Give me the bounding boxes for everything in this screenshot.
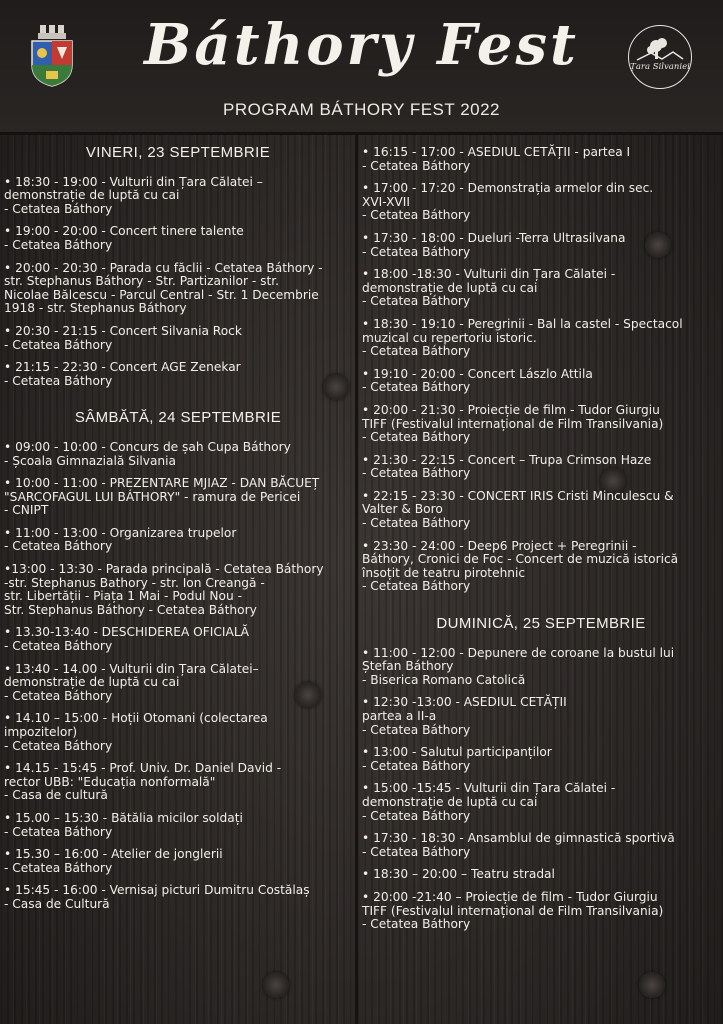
event-item: • 22:15 - 23:30 - CONCERT IRIS Cristi Minculescu & Valter & Boro - Cetatea Báthory (362, 488, 674, 531)
friday-events (4, 176, 352, 389)
header (0, 0, 723, 132)
logo-text: Țara Silvaniei (630, 62, 690, 72)
event-item: • 11:00 - 13:00 - Organizarea trupelor - Cetatea Báthory (4, 525, 237, 554)
event-item: • 09:00 - 10:00 - Concurs de șah Cupa Báthory - Școala Gimnazială Silvania (4, 439, 291, 468)
event-item: • 17:30 - 18:00 - Dueluri -Terra Ultrasilvana - Cetatea Báthory (362, 230, 626, 259)
door-stud-decoration (263, 972, 289, 998)
event-item: • 18:30 - 19:00 - Vulturii din Țara Călatei – demonstrație de luptă cu cai - Cetatea Báthory (4, 174, 263, 216)
event-item: • 20:00 - 21:30 - Proiecție de film - Tudor Giurgiu TIFF (Festivalul internațional de Film Transilvania) - Cetatea Báthory (362, 402, 664, 445)
event-item: • 17:30 - 18:30 - Ansamblul de gimnastică sportivă - Cetatea Báthory (362, 831, 675, 859)
event-item: • 20:00 -21:40 – Proiecție de film - Tudor Giurgiu TIFF (Festivalul internațional de Film Transilvania) - Cetatea Báthory (362, 889, 664, 932)
event-item: • 12:30 -13:00 - ASEDIUL CETĂȚII partea a II-a - Cetatea Báthory (362, 695, 567, 737)
event-item: • 15:45 - 16:00 - Vernisaj picturi Dumitru Costălaș - Casa de Cultură (4, 883, 310, 911)
event-item: • 17:00 - 17:20 - Demonstrația armelor din sec. XVI-XVII - Cetatea Báthory (362, 181, 654, 223)
event-item: • 19:10 - 20:00 - Concert Lászlo Attila - Cetatea Báthory (362, 366, 593, 395)
column-divider (355, 135, 358, 1024)
coat-of-arms-icon (30, 25, 74, 87)
sunday-events (362, 647, 720, 932)
tara-silvaniei-logo (628, 25, 692, 89)
event-item: • 19:00 - 20:00 - Concert tinere talente - Cetatea Báthory (4, 224, 244, 252)
event-item: • 15.30 – 16:00 - Atelier de jonglerii - Cetatea Báthory (4, 847, 223, 875)
tree-emblem-icon (629, 26, 691, 88)
event-item: • 21:30 - 22:15 - Concert – Trupa Crimson Haze - Cetatea Báthory (362, 452, 652, 481)
event-item: • 10:00 - 11:00 - PREZENTARE MJIAZ - DAN BĂCUEȚ "SARCOFAGUL LUI BÁTHORY" - ramura de Pericei - CNIPT (4, 476, 320, 518)
event-item: • 23:30 - 24:00 - Deep6 Project + Peregrinii - Báthory, Cronici de Foc - Concert de muzică istorică însoțit de teatru pirotehnic - Cetatea Báthory (362, 538, 679, 594)
event-item: • 14.15 - 15:45 - Prof. Univ. Dr. Daniel David - rector UBB: "Educația nonformală" - Casa de cultură (4, 761, 282, 803)
saturday-events (4, 441, 352, 912)
event-item: • 13.30-13:40 - DESCHIDEREA OFICIALĂ - Cetatea Báthory (4, 625, 249, 654)
event-item: • 18:30 – 20:00 – Teatru stradal (362, 867, 555, 882)
day-heading-sunday: DUMINICĂ, 25 SEPTEMBRIE (436, 615, 646, 633)
header-divider (0, 132, 723, 135)
event-item: • 20:30 - 21:15 - Concert Silvania Rock - Cetatea Báthory (4, 323, 242, 352)
event-item: • 13:40 - 14.00 - Vulturii din Țara Călatei– demonstrație de luptă cu cai - Cetatea Báthory (4, 661, 259, 703)
day-heading-saturday: SÂMBĂTĂ, 24 SEPTEMBRIE (74, 409, 282, 427)
event-item: • 11:00 - 12:00 - Depunere de coroane la bustul lui Ștefan Báthory - Biserica Romano Catolică (362, 645, 675, 687)
event-item: • 14.10 – 15:00 - Hoții Otomani (colectarea impozitelor) - Cetatea Báthory (4, 711, 268, 753)
day-heading-friday: VINERI, 23 SEPTEMBRIE (85, 144, 271, 161)
right-column (362, 146, 720, 941)
event-item: • 21:15 - 22:30 - Concert AGE Zenekar - Cetatea Báthory (4, 360, 241, 388)
event-item: • 15:00 -15:45 - Vulturii din Țara Călatei - demonstrație de luptă cu cai - Cetatea Báthory (362, 781, 616, 823)
event-item: • 16:15 - 17:00 - ASEDIUL CETĂȚII - partea I - Cetatea Báthory (362, 145, 631, 173)
event-item: • 13:00 - Salutul participanților - Cetatea Báthory (362, 745, 552, 773)
event-item: • 18:30 - 19:10 - Peregrinii - Bal la castel - Spectacol muzical cu repertoriu istoric. - Cetatea Báthory (362, 316, 683, 359)
left-column (4, 140, 352, 921)
event-item: • 18:00 -18:30 - Vulturii din Țara Călatei - demonstrație de luptă cu cai - Cetatea Báthory (362, 267, 616, 309)
saturday-events-continued (362, 146, 720, 594)
event-item: •13:00 - 13:30 - Parada principală - Cetatea Báthory -str. Stephanus Bathory - str. Ion Creangă - str. Libertății - Piața 1 Mai - Podul Nou - Str. Stephanus Báthory - Cetatea Báthory (4, 562, 324, 617)
event-item: • 20:00 - 20:30 - Parada cu făclii - Cetatea Báthory - str. Stephanus Báthory - Str. Partizanilor - str. Nicolae Bălcescu - Parcul Central - Str. 1 Decembrie 1918 - str. Stephanus Báthory (4, 260, 323, 316)
page-title: Báthory Fest (144, 12, 579, 78)
door-stud-decoration (639, 972, 665, 998)
program-subtitle: PROGRAM BÁTHORY FEST 2022 (222, 100, 501, 119)
event-item: • 15.00 – 15:30 - Bătălia micilor soldați - Cetatea Báthory (4, 810, 243, 839)
